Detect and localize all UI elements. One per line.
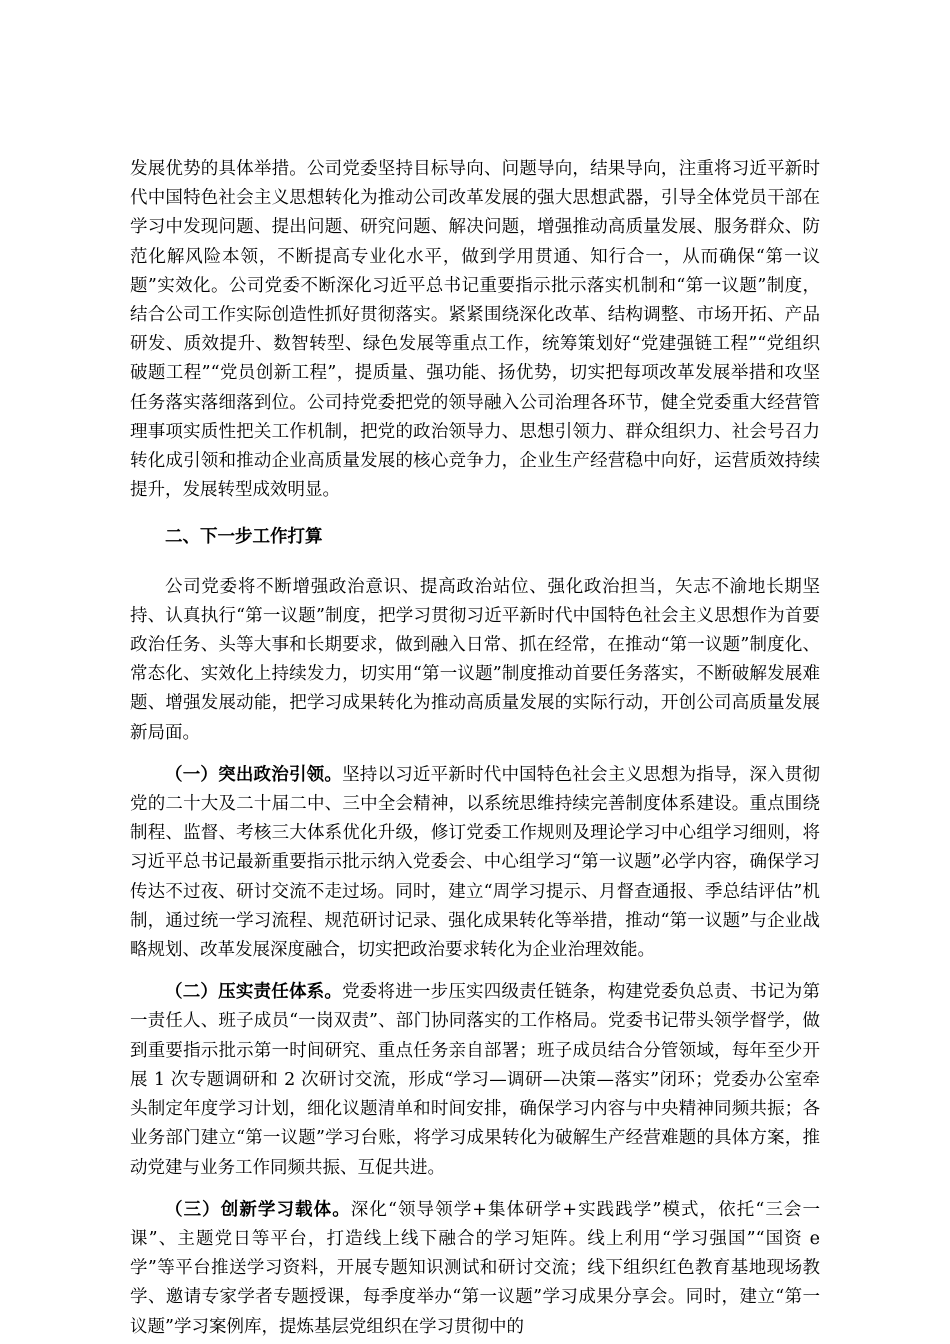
item-body-3: 深化“领导领学+集体研学+实践践学”模式，依托“三会一课”、主题党日等平台，打造线上线下融合的学习矩阵。线上利用“学习强国”“国资 e 学”等平台推送学习资料，开展专题知识测试和研讨交流；线下组织红色教育基地现场教学、邀请专家学者专题授课，每季度举办“第一议题”学习成果分享会。同时，建立“第一议题”学习案例库，提炼基层党组织在学习贯彻中的 xyxy=(130,1199,821,1337)
item-body-1: 坚持以习近平新时代中国特色社会主义思想为指导，深入贯彻党的二十大及二十届二中、三中全会精神，以系统思维持续完善制度体系建设。重点围绕制程、监督、考核三大体系优化升级，修订党委工作规则及理论学习中心组学习细则，将习近平总书记最新重要指示批示纳入党委会、中心组学习“第一议题”必学内容，确保学习传达不过夜、研讨交流不走过场。同时，建立“周学习提示、月督查通报、季总结评估”机制，通过统一学习流程、规范研讨记录、强化成果转化等举措，推动“第一议题”与企业战略规划、改革发展深度融合，切实把政治要求转化为企业治理效能。 xyxy=(130,764,821,961)
item-lead-3: （三）创新学习载体。 xyxy=(165,1199,351,1220)
item-paragraph-2 xyxy=(130,978,820,1182)
item-paragraph-3 xyxy=(130,1196,820,1342)
intro-paragraph: 发展优势的具体举措。公司党委坚持目标导向、问题导向，结果导向，注重将习近平新时代中国特色社会主义思想转化为推动公司改革发展的强大思想武器，引导全体党员干部在学习中发现问题、提出问题、研究问题、解决问题，增强推动高质量发展、服务群众、防范化解风险本领，不断提高专业化水平，做到学用贯通、知行合一，从而确保“第一议题”实效化。公司党委不断深化习近平总书记重要指示批示落实机制和“第一议题”制度，结合公司工作实际创造性抓好贯彻落实。紧紧围绕深化改革、结构调整、市场开拓、产品研发、质效提升、数智转型、绿色发展等重点工作，统筹策划好“党建强链工程”“党组织破题工程”“党员创新工程”，提质量、强功能、扬优势，切实把每项改革发展举措和攻坚任务落实落细落到位。公司持党委把党的领导融入公司治理各环节，健全党委重大经营管理事项实质性把关工作机制，把党的政治领导力、思想引领力、群众组织力、社会号召力转化成引领和推动企业高质量发展的核心竞争力，企业生产经营稳中向好，运营质效持续提升，发展转型成效明显。 xyxy=(130,159,820,501)
item-lead-2: （二）压实责任体系。 xyxy=(165,982,343,1003)
section-intro-paragraph: 公司党委将不断增强政治意识、提高政治站位、强化政治担当，矢志不渝地长期坚持、认真执行“第一议题”制度，把学习贯彻习近平新时代中国特色社会主义思想作为首要政治任务、头等大事和长期要求，做到融入日常、抓在经常，在推动“第一议题”制度化、常态化、实效化上持续发力，切实用“第一议题”制度推动首要任务落实，不断破解发展难题、增强发展动能，把学习成果转化为推动高质量发展的实际行动，开创公司高质量发展新局面。 xyxy=(130,576,820,743)
item-paragraph-1 xyxy=(130,761,820,965)
item-body-2: 党委将进一步压实四级责任链条，构建党委负总责、书记为第一责任人、班子成员“一岗双责”、部门协同落实的工作格局。党委书记带头领学督学，做到重要指示批示第一时间研究、重点任务亲自部署；班子成员结合分管领域，每年至少开展 1 次专题调研和 2 次研讨交流，形成“学习—调研—决策—落实”闭环；党委办公室牵头制定年度学习计划，细化议题清单和时间安排，确保学习内容与中央精神同频共振；各业务部门建立“第一议题”学习台账，将学习成果转化为破解生产经营难题的具体方案，推动党建与业务工作同频共振、互促共进。 xyxy=(130,982,821,1178)
section-heading: 二、下一步工作打算 xyxy=(165,527,323,548)
item-lead-1: （一）突出政治引领。 xyxy=(165,764,343,785)
